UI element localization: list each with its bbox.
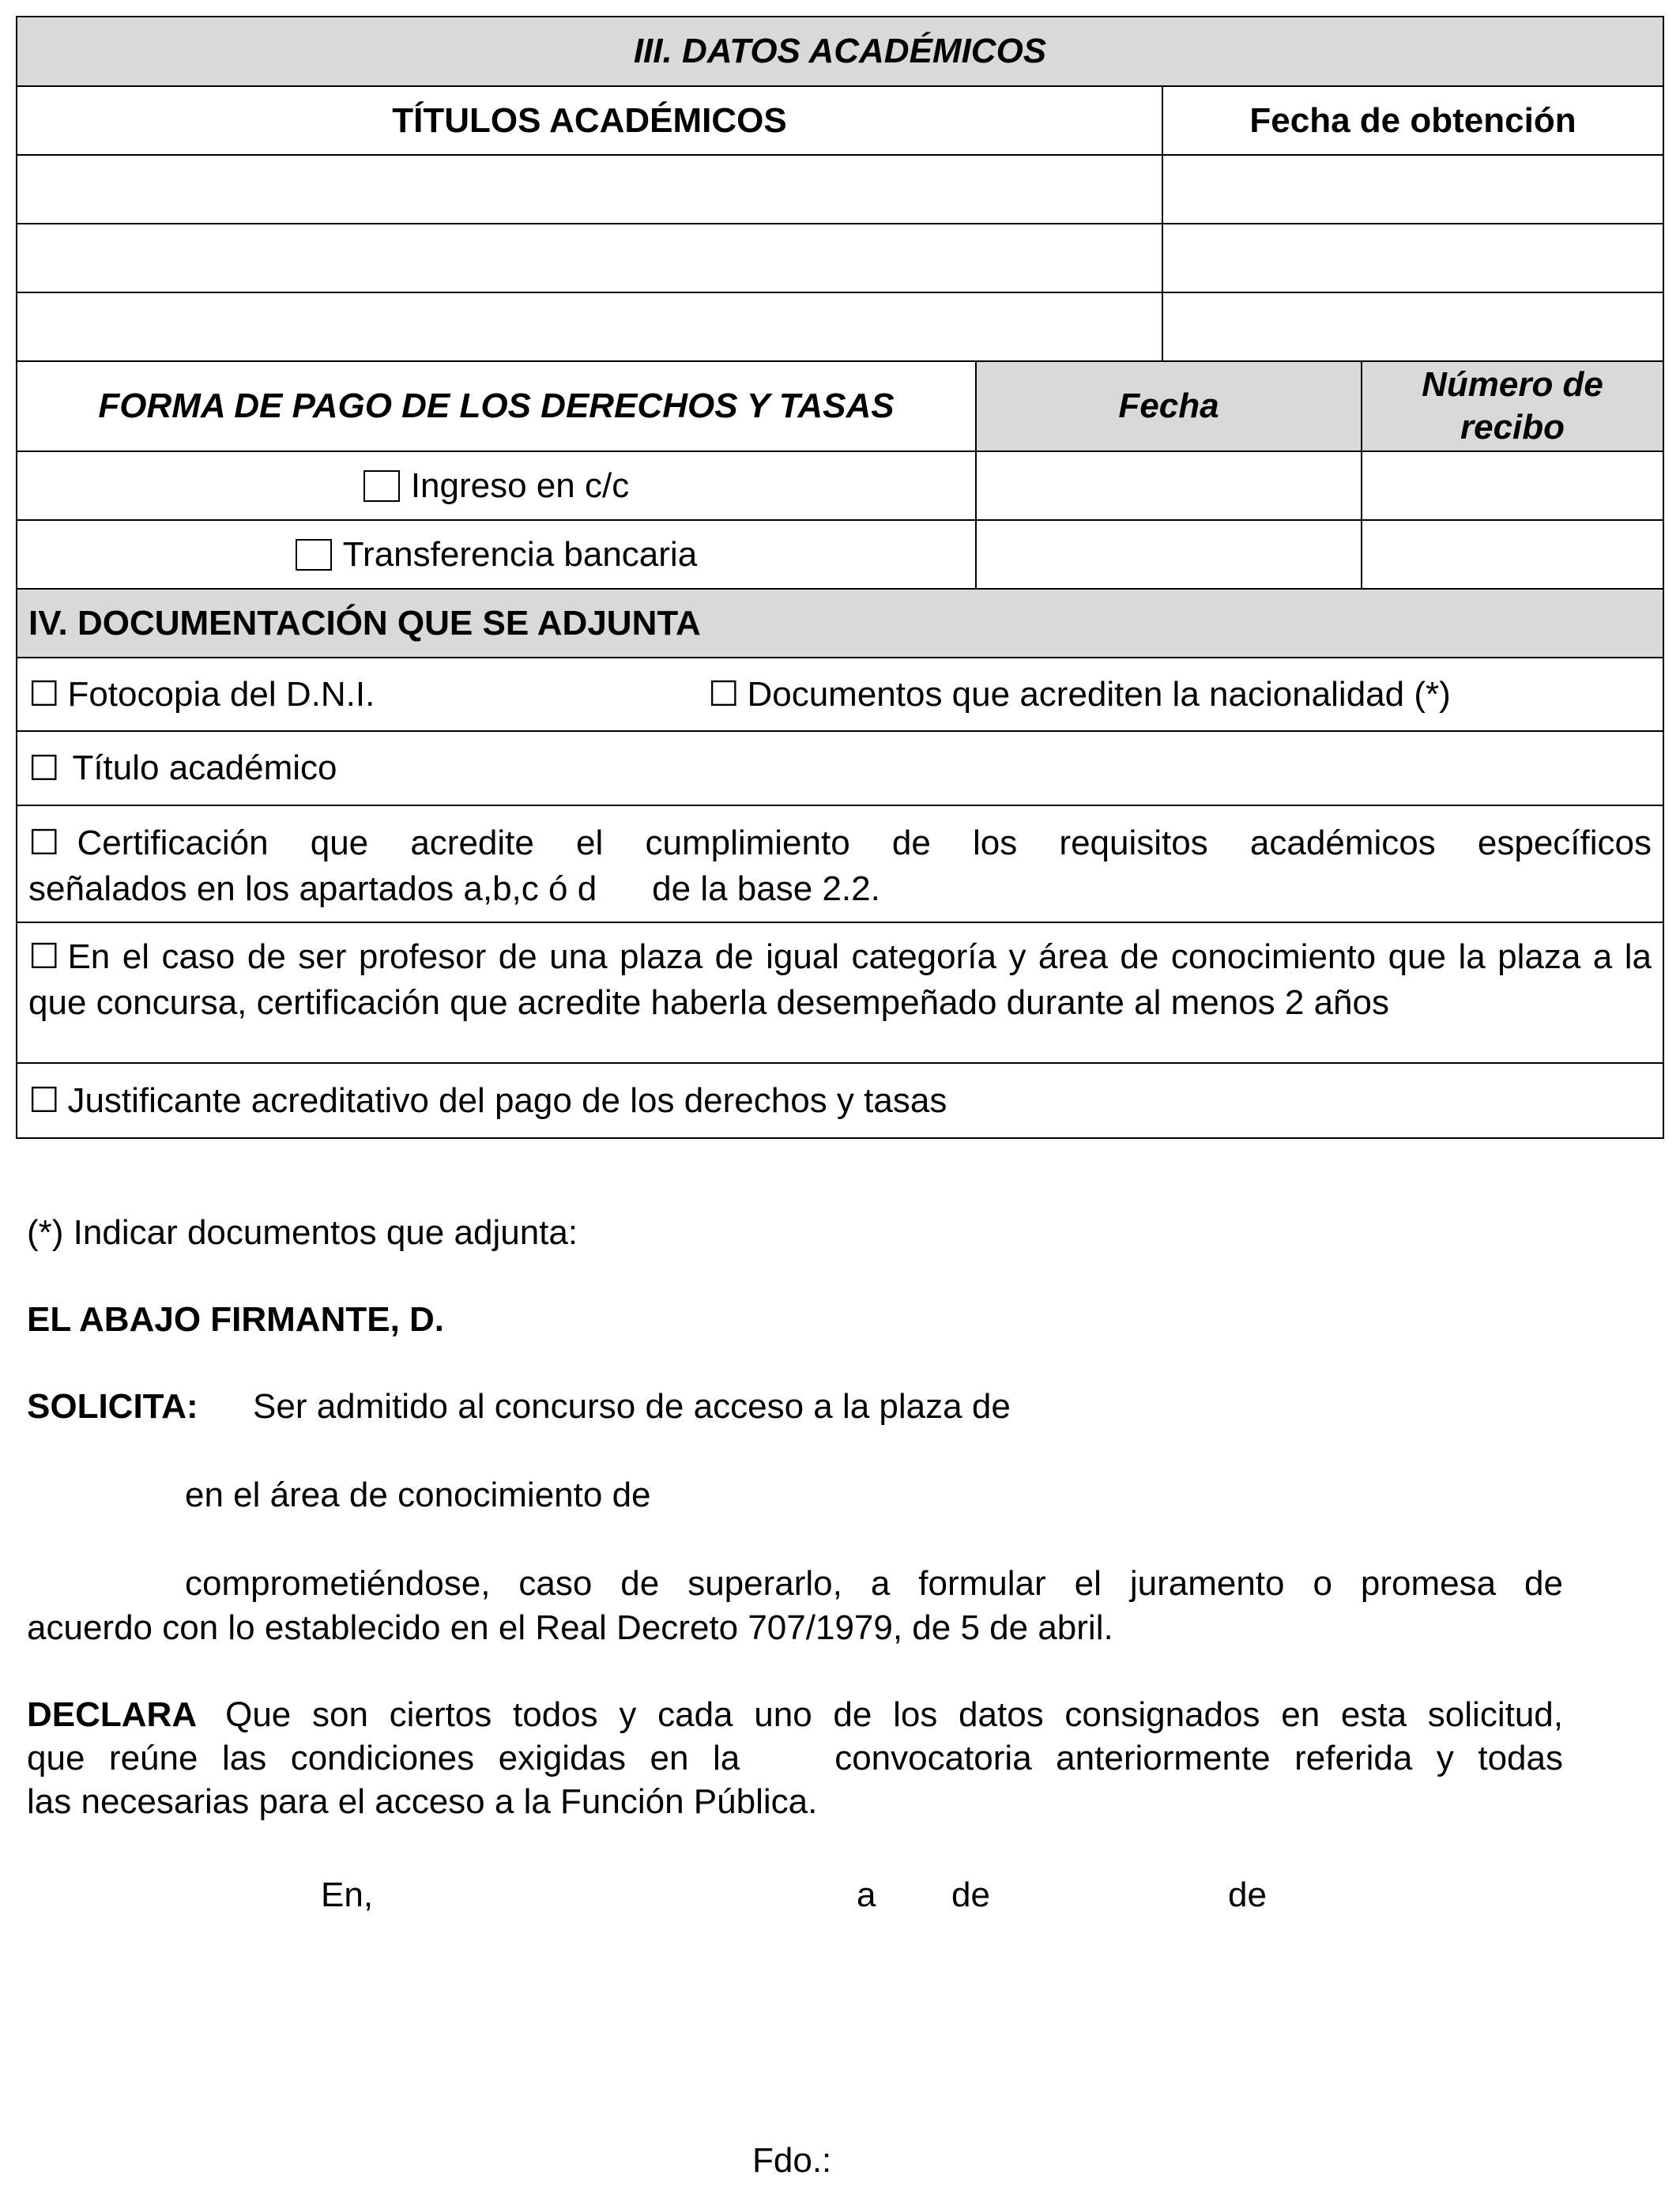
declara-line1: Que son ciertos todos y cada uno de los datos consignados en esta solicitud,	[225, 1695, 1563, 1734]
payment-col-receipt: Número de recibo	[1362, 362, 1663, 450]
declara-label: DECLARA	[27, 1695, 198, 1734]
title-entry-row	[17, 156, 1663, 224]
checkbox-icon[interactable]: ☐	[28, 675, 60, 714]
doc-item-label: Justificante acreditativo del pago de los derechos y tasas	[67, 1080, 947, 1120]
commit-line1: comprometiéndose, caso de superarlo, a formular el juramento o promesa de	[185, 1564, 1563, 1603]
title-date-field[interactable]	[1163, 293, 1663, 360]
section4-title: IV. DOCUMENTACIÓN QUE SE ADJUNTA	[28, 603, 701, 643]
declara-line2b: convocatoria anteriormente referida y todas	[834, 1739, 1563, 1777]
payment-header: FORMA DE PAGO DE LOS DERECHOS Y TASAS	[17, 362, 977, 450]
checkbox-icon[interactable]: ☐	[28, 1081, 60, 1120]
col-academic-titles: TÍTULOS ACADÉMICOS	[17, 87, 1163, 154]
title-field[interactable]	[17, 293, 1163, 360]
title-date-field[interactable]	[1163, 156, 1663, 223]
title-entry-row	[17, 293, 1663, 362]
doc-row-certification	[17, 806, 1663, 923]
payment-option-row	[17, 452, 1663, 521]
checkbox-icon[interactable]	[363, 470, 400, 502]
title-date-field[interactable]	[1163, 224, 1663, 292]
commit-line2: acuerdo con lo establecido en el Real Decreto 707/1979, de 5 de abril.	[27, 1608, 1113, 1647]
doc-item-label: de la base 2.2.	[652, 869, 880, 908]
doc-item-certification[interactable]	[17, 806, 1663, 922]
place-de-1: de	[951, 1875, 990, 1914]
doc-item-nationality[interactable]	[708, 674, 1451, 714]
checkbox-icon[interactable]: ☐	[28, 824, 60, 862]
checkbox-icon[interactable]	[296, 539, 332, 571]
title-field[interactable]	[17, 156, 1163, 223]
doc-item-label: Documentos que acrediten la nacionalidad (*)	[747, 675, 1451, 714]
place-de-2: de	[1228, 1875, 1267, 1914]
place-a: a	[857, 1875, 876, 1914]
section3-header	[17, 17, 1663, 87]
doc-row-payment	[17, 1064, 1663, 1137]
checkbox-icon[interactable]: ☐	[708, 675, 740, 714]
doc-item-professor[interactable]	[17, 923, 1663, 1062]
doc-item-dni[interactable]	[28, 674, 708, 714]
payment-date-field[interactable]	[977, 452, 1362, 519]
doc-item-label: Título académico	[72, 748, 337, 787]
solicita-text: Ser admitido al concurso de acceso a la plaza de	[253, 1387, 1011, 1426]
commit-paragraph	[27, 1562, 1563, 1650]
doc-item-label: Certificación que acredite el cumplimiento de los requisitos académicos específicos	[77, 824, 1652, 862]
signature-label: Fdo.:	[752, 2141, 832, 2180]
section3-title: III. DATOS ACADÉMICOS	[633, 32, 1047, 70]
declara-line3: las necesarias para el acceso a la Función Pública.	[27, 1782, 818, 1821]
application-form-table	[16, 16, 1664, 1139]
solicita-label: SOLICITA:	[27, 1387, 198, 1426]
solicita-line	[27, 1385, 1563, 1429]
titles-header-row	[17, 87, 1663, 156]
doc-item-label: Fotocopia del D.N.I.	[67, 675, 375, 714]
checkbox-icon[interactable]: ☐	[28, 937, 60, 976]
attached-docs-note: (*) Indicar documentos que adjunta:	[27, 1213, 578, 1252]
payment-option-transfer[interactable]	[17, 521, 977, 588]
payment-col-date: Fecha	[977, 362, 1362, 450]
payment-header-row	[17, 362, 1663, 452]
doc-row-title	[17, 732, 1663, 806]
doc-row-professor	[17, 923, 1663, 1064]
doc-item-label: En el caso de ser profesor de una plaza de igual categoría y área de conocimiento que la plaza a la que concursa, certificación que acredite haberla desempeñado durante al menos 2 años	[28, 937, 1652, 1022]
doc-row-content	[17, 658, 1663, 730]
payment-option-row	[17, 521, 1663, 590]
checkbox-icon[interactable]: ☐	[28, 748, 60, 788]
payment-option-label: Transferencia bancaria	[342, 534, 698, 574]
title-entry-row	[17, 224, 1663, 293]
payment-receipt-field[interactable]	[1362, 452, 1663, 519]
area-line: en el área de conocimiento de	[185, 1476, 651, 1514]
declara-line2a: que reúne las condiciones exigidas en la	[27, 1739, 740, 1777]
payment-date-field[interactable]	[977, 521, 1362, 588]
declara-paragraph	[27, 1693, 1563, 1823]
payment-option-label: Ingreso en c/c	[410, 466, 630, 505]
doc-item-payment[interactable]	[17, 1064, 1663, 1137]
signer-line: EL ABAJO FIRMANTE, D.	[27, 1300, 445, 1339]
title-field[interactable]	[17, 224, 1163, 292]
doc-row-dni	[17, 658, 1663, 732]
doc-item-label: señalados en los apartados a,b,c ó d	[28, 869, 597, 908]
section4-header	[17, 590, 1663, 658]
payment-option-deposit[interactable]	[17, 452, 977, 519]
col-obtained-date: Fecha de obtención	[1249, 100, 1576, 140]
doc-item-title[interactable]	[17, 732, 1663, 805]
place-en: En,	[321, 1875, 374, 1914]
payment-receipt-field[interactable]	[1362, 521, 1663, 588]
